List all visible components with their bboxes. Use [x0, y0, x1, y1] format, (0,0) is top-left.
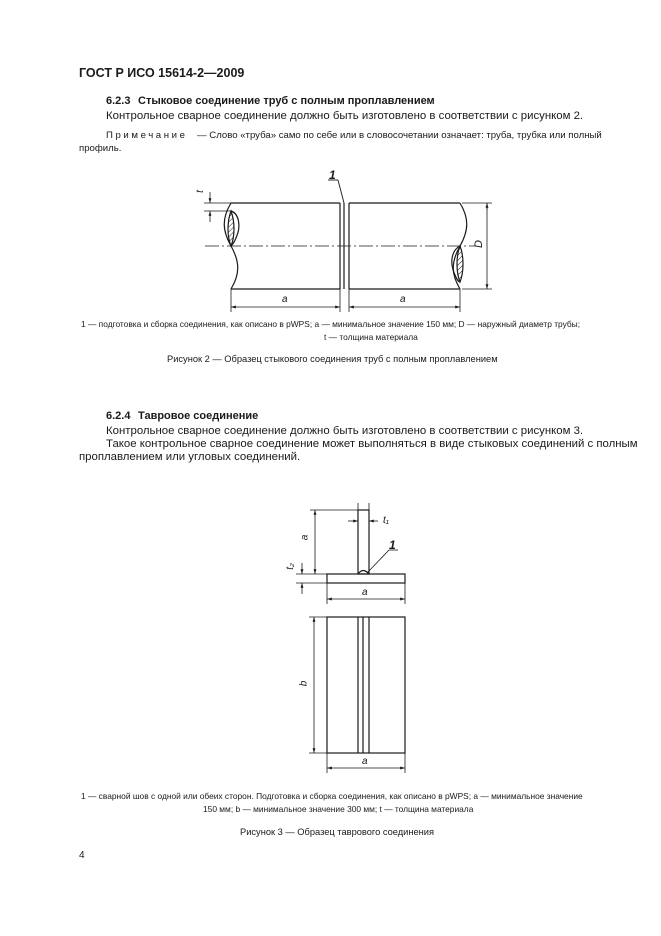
fig3-width-bottom-label: a	[362, 756, 368, 767]
fig2-legend-line2: t — толщина материала	[324, 332, 418, 342]
section-body-623: Контрольное сварное соединение должно быть изготовлено в соответствии с рисунком 2.	[106, 110, 584, 122]
fig3-caption: Рисунок 3 — Образец таврового соединения	[240, 827, 435, 837]
fig2-legend-line1: 1 — подготовка и сборка соединения, как описано в pWPS; a — минимальное значение 150 мм; D — наружный диаметр трубы;	[81, 319, 581, 329]
fig2-thickness-label: t	[194, 190, 206, 193]
fig2-diameter-label: D	[472, 240, 485, 248]
t-joint-base-plate	[327, 574, 405, 583]
fig2-length-right-label: a	[400, 294, 406, 305]
fig3-legend-line2: 150 мм; b — минимальное значение 300 мм; t — толщина материала	[203, 804, 474, 814]
note-label: Примечание	[106, 130, 188, 141]
section-body-624-line1: Контрольное сварное соединение должно быть изготовлено в соответствии с рисунком 3.	[106, 425, 584, 437]
fig3-t1-label: t₁	[383, 515, 389, 526]
section-title-624: Тавровое соединение	[138, 410, 259, 422]
fig3-legend-line1: 1 — сварной шов с одной или обеих сторон. Подготовка и сборка соединения, как описано в pWPS; a — минимальное значение	[81, 791, 583, 801]
t-joint-web-plate	[358, 510, 369, 574]
section-body-624-line2: Такое контрольное сварное соединение может выполняться в виде стыковых соединений с полным	[106, 438, 638, 450]
fig3-callout-label: 1	[389, 538, 396, 552]
note-text-line1: — Слово «труба» само по себе или в словосочетании означает: труба, трубка или полный	[197, 130, 602, 141]
document-code: ГОСТ Р ИСО 15614-2—2009	[79, 66, 245, 80]
fig3-width-top-label: a	[362, 587, 368, 598]
section-title-623: Стыковое соединение труб с полным проплавлением	[138, 95, 435, 107]
fig2-callout-label: 1	[329, 168, 336, 182]
note-text-line2: профиль.	[79, 143, 122, 154]
section-number-623: 6.2.3	[106, 95, 131, 107]
fig2-length-left-label: a	[282, 294, 288, 305]
fig3-height-label: a	[299, 534, 311, 541]
page-number: 4	[79, 850, 85, 861]
section-number-624: 6.2.4	[106, 410, 131, 422]
fig3-t2-label: t₂	[284, 563, 296, 570]
section-body-624-line3: проплавлением или угловых соединений.	[79, 451, 301, 463]
t-joint-plan-plate	[327, 617, 405, 753]
fig2-caption: Рисунок 2 — Образец стыкового соединения труб с полным проплавлением	[167, 354, 498, 364]
fig3-length-label: b	[298, 680, 310, 687]
